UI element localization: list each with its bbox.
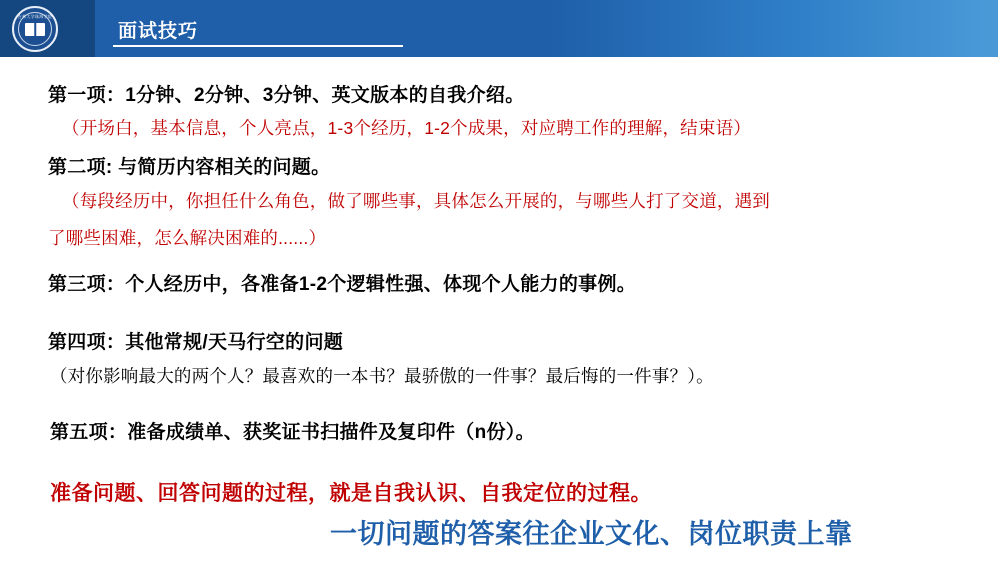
item-1-heading: 第一项：1分钟、2分钟、3分钟、英文版本的自我介绍。 — [48, 85, 525, 106]
logo-inner-ring — [18, 12, 52, 46]
item-4-detail: （对你影响最大的两个人？最喜欢的一本书？最骄傲的一件事？最后悔的一件事？）。 — [50, 366, 714, 386]
item-2-heading: 第二项: 与简历内容相关的问题。 — [48, 157, 331, 178]
logo-arc-text: 吉林大学珠海学院 — [17, 14, 53, 19]
page-title: 面试技巧 — [118, 21, 199, 42]
title-underline — [113, 45, 403, 47]
book-icon — [25, 23, 45, 36]
item-3-heading: 第三项：个人经历中，各准备1-2个逻辑性强、体现个人能力的事例。 — [48, 274, 637, 295]
item-5-heading: 第五项：准备成绩单、获奖证书扫描件及复印件（n份）。 — [50, 422, 535, 443]
conclusion-red-text: 准备问题、回答问题的过程，就是自我认识、自我定位的过程。 — [50, 482, 652, 505]
item-2-detail-line-1: （每段经历中，你担任什么角色，做了哪些事，具体怎么开展的，与哪些人打了交道，遇到 — [62, 191, 770, 211]
slide-content — [0, 57, 998, 561]
item-4-heading: 第四项：其他常规/天马行空的问题 — [48, 332, 344, 353]
item-1-detail: （开场白，基本信息，个人亮点，1-3个经历，1-2个成果，对应聘工作的理解，结束语） — [62, 118, 751, 138]
conclusion-blue-text: 一切问题的答案往企业文化、岗位职责上靠 — [330, 519, 853, 549]
slide-header-bar — [0, 0, 998, 57]
item-2-detail-line-2: 了哪些困难，怎么解决困难的......） — [48, 228, 327, 248]
university-logo-icon — [12, 6, 58, 52]
